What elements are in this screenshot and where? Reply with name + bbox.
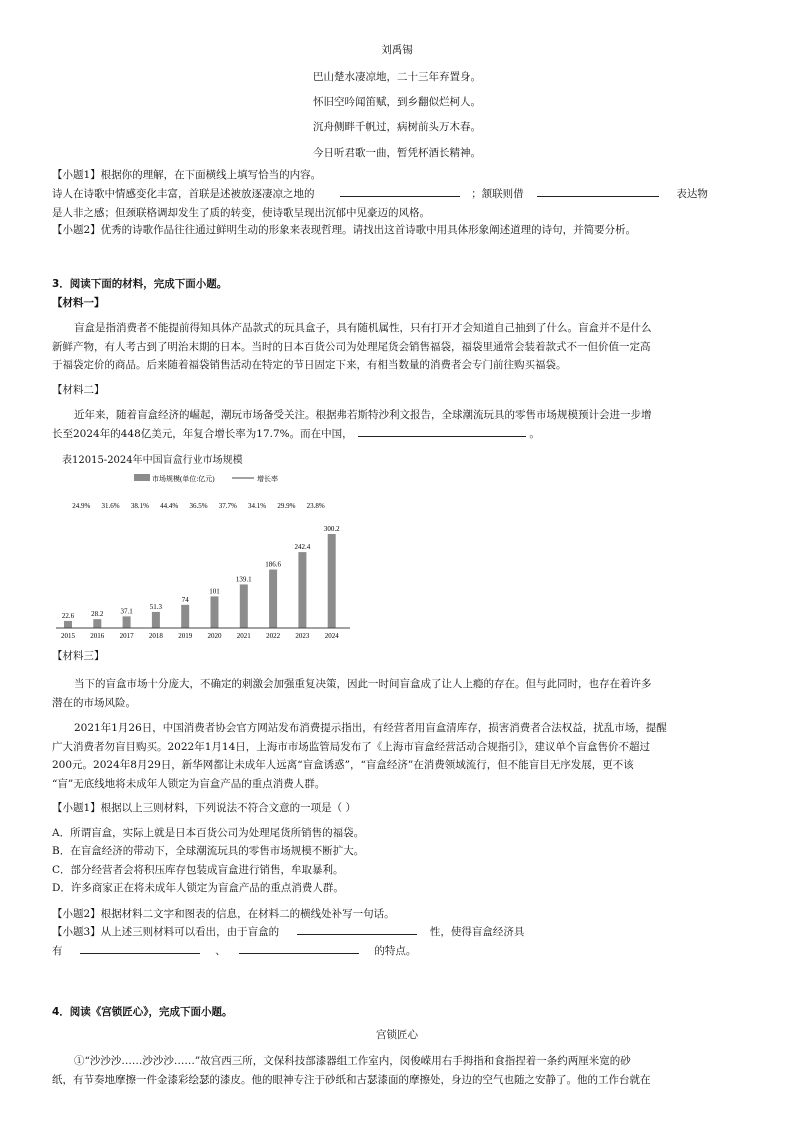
q3-sub3-text-e: 的特点。 [374,945,417,957]
q3-sub1-prompt: 【小题1】根据以上三则材料，下列说法不符合文意的一项是（ ） [52,802,357,814]
article-line-2: 纸，有节奏地摩擦一件金漆彩绘瑟的漆皮。他的眼神专注于砂纸和古瑟漆面的摩擦处，身边的空气也随之安静了。他的工作台就在 [52,1074,651,1086]
material-3-line-1: 当下的盲盒市场十分庞大，不确定的刺激会加强重复决策，因此一时间盲盒成了让人上瘾的存在。但与此同时，也存在着许多 [74,678,652,690]
legend-swatch-bars [134,474,150,481]
q3-sub2-prompt: 【小题2】根据材料二文字和图表的信息，在材料二的横线处补写一句话。 [52,908,395,920]
x-tick-2017: 2017 [119,632,134,640]
chart-legend [134,474,278,483]
bar-value-label-2022: 186.6 [265,560,281,569]
poem-line-3: 沉舟侧畔千帆过，病树前头万木春。 [313,121,481,133]
legend-label-line: 增长率 [257,475,278,483]
bar-value-label-2015: 22.6 [61,611,75,620]
bar-2016 [93,619,101,628]
x-tick-2019: 2019 [178,632,193,640]
x-tick-2018: 2018 [148,632,163,640]
material-3-line-4: 广大消费者勿盲目购买。2022年1月14日，上海市市场监管局发布了《上海市盲盒经营活动合规指引》，建议单个盲盒售价不超过 [52,741,651,753]
q3-sub3-text-c: 有 [52,945,63,957]
article-title: 宫锁匠心 [376,1029,418,1041]
bar-2017 [123,616,131,628]
market-size-chart [52,468,362,644]
bar-value-label-2017: 37.1 [120,607,133,616]
q2-sub1-text-c: 表达物 [676,188,708,200]
q3-sub3-text-d: 、 [215,945,226,957]
material-2-label: 【材料二】 [52,384,105,396]
section-3-title: 3．阅读下面的材料，完成下面小题。 [52,278,228,290]
option-d[interactable]: D．许多商家正在将未成年人锁定为盲盒产品的重点消费人群。 [52,882,344,894]
bar-2022 [269,570,277,628]
bar-2015 [64,621,72,628]
poem-author: 刘禹锡 [381,44,413,56]
poem-line-2: 怀旧空吟闻笛赋，到乡翻似烂柯人。 [313,96,481,108]
poem-line-4: 今日听君歌一曲，暂凭杯酒长精神。 [313,147,481,159]
q3-sub3-text-a: 【小题3】从上述三则材料可以看出，由于盲盒的 [52,926,280,938]
growth-label-2016: 24.9% [72,502,91,510]
material-1-label: 【材料一】 [52,297,105,309]
material-3-line-6: “盲”无底线地将未成年人锁定为盲盒产品的重点消费人群。 [52,778,326,790]
q2-sub1-line2 [52,186,708,201]
option-c[interactable]: C．部分经营者会将积压库存包装成盲盒进行销售，牟取暴利。 [52,864,344,876]
material-1-line-2: 新鲜产物，有人考古到了明治末期的日本。当时的日本百货公司为处理尾货会销售福袋，福袋里通常会装着款式不一但价值一定高 [52,341,651,353]
answer-blank-q3-3[interactable] [239,943,359,954]
bar-value-label-2018: 51.3 [149,602,163,611]
bar-value-label-2024: 300.2 [323,525,340,533]
legend-label-bars: 市场规模(单位:亿元) [152,475,215,483]
material-3-line-2: 潜在的市场风险。 [52,697,136,709]
bar-value-label-2016: 28.2 [91,610,104,619]
option-a[interactable]: A．所谓盲盒，实际上就是日本百货公司为处理尾货所销售的福袋。 [52,827,365,839]
material-3-line-3: 2021年1月26日，中国消费者协会官方网站发布消费提示指出，有经营者用盲盒清库存，损害消费者合法权益，扰乱市场，提醒 [74,722,667,734]
x-tick-2023: 2023 [295,632,310,640]
section-4-title: 4．阅读《宫锁匠心》，完成下面小题。 [52,1006,233,1018]
growth-label-2019: 44.4% [160,502,179,510]
answer-blank-2[interactable] [537,186,659,197]
bar-value-label-2020: 101 [209,587,220,596]
q2-sub1-line3: 是人非之感；但颈联格调却发生了质的转变，使诗歌呈现出沉郁中见豪迈的风格。 [52,207,430,219]
material-2-text-a: 长至2024年的448亿美元，年复合增长率为17.7%。而在中国， [52,428,353,440]
bar-2019 [181,605,189,628]
q2-sub1-text-b: ；颔联则借 [471,188,524,200]
material-3-line-5: 200元。2024年8月29日，新华网都让未成年人远离“盲盒诱惑”，“盲盒经济”在消费领域流行，但不能盲目无序发展，更不该 [52,759,634,771]
growth-label-2021: 37.7% [218,502,237,510]
chart-caption: 表12015-2024年中国盲盒行业市场规模 [62,455,243,466]
x-tick-2020: 2020 [207,632,222,640]
answer-blank-q3-2[interactable] [80,943,200,954]
bar-2021 [240,584,248,628]
growth-label-2020: 36.5% [189,502,208,510]
growth-label-2017: 31.6% [101,502,120,510]
x-tick-2016: 2016 [90,632,105,640]
poem-line-1: 巴山楚水凄凉地，二十三年弃置身。 [313,71,481,83]
x-tick-2022: 2022 [266,632,281,640]
q2-sub1-text-a: 诗人在诗歌中情感变化丰富，首联是述被放逐凄凉之地的 [52,188,315,200]
bar-2020 [211,596,219,628]
x-tick-2021: 2021 [236,632,251,640]
q3-sub3-text-b: 性，使得盲盒经济具 [429,926,525,938]
bar-value-label-2019: 74 [181,595,189,604]
bar-value-label-2021: 139.1 [235,575,252,584]
growth-label-2023: 29.9% [277,502,296,510]
growth-label-2018: 38.1% [130,502,149,510]
q2-sub1-prompt: 【小题1】根据你的理解，在下面横线上填写恰当的内容。 [52,169,322,181]
bar-2024 [328,534,336,628]
answer-blank-material-2[interactable] [358,426,526,437]
answer-blank-1[interactable] [340,186,460,197]
material-2-line-1: 近年来，随着盲盒经济的崛起，潮玩市场备受关注。根据弗若斯特沙利文报告，全球潮流玩具的零售市场规模预计会进一步增 [74,409,652,421]
bar-value-label-2023: 242.4 [294,543,311,552]
q3-sub3-line1 [52,924,524,939]
growth-label-2022: 34.1% [248,502,267,510]
x-tick-2015: 2015 [61,632,75,640]
growth-label-2024: 23.8% [306,502,325,510]
answer-blank-q3-1[interactable] [297,924,417,935]
article-line-1: ①“沙沙沙……沙沙沙……”故宫西三所，文保科技部漆器组工作室内，闵俊嵘用右手拇指和食指捏着一条约两厘米宽的砂 [74,1055,631,1067]
material-2-line-2 [52,426,540,441]
material-2-text-b: 。 [529,428,540,440]
bar-2018 [152,612,160,628]
q3-sub3-line2 [52,943,416,958]
bar-2023 [298,552,306,628]
material-1-line-1: 盲盒是指消费者不能提前得知具体产品款式的玩具盒子，具有随机属性，只有打开才会知道自己抽到了什么。盲盒并不是什么 [74,322,652,334]
material-3-label: 【材料三】 [52,650,105,662]
option-b[interactable]: B．在盲盒经济的带动下，全球潮流玩具的零售市场规模不断扩大。 [52,845,365,857]
x-tick-2024: 2024 [324,632,339,640]
material-1-line-3: 于福袋定价的商品。后来随着福袋销售活动在特定的节日固定下来，有相当数量的消费者会专门前往购买福袋。 [52,359,567,371]
q2-sub2-prompt: 【小题2】优秀的诗歌作品往往通过鲜明生动的形象来表现哲理。请找出这首诗歌中用具体形象阐述道理的诗句，并简要分析。 [52,224,637,236]
